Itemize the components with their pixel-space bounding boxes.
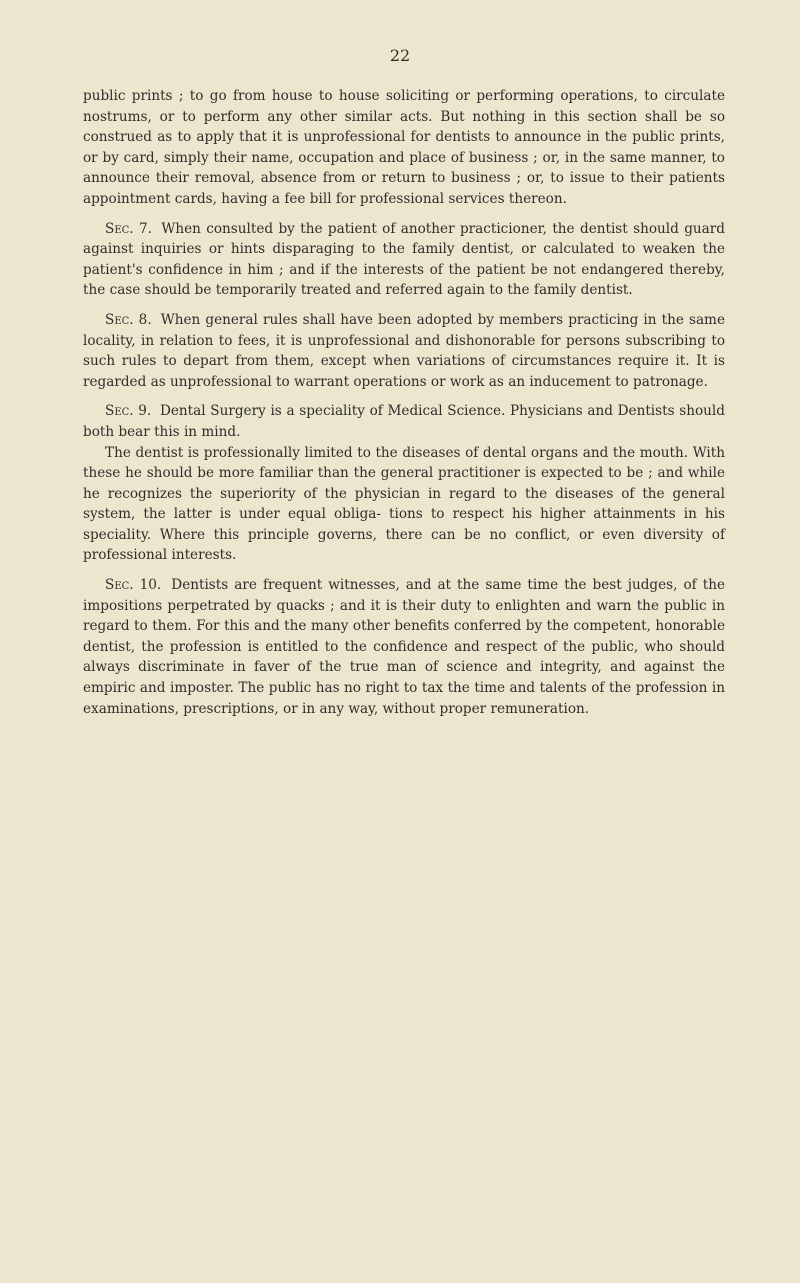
page-number: 22 bbox=[389, 46, 411, 65]
body-text bbox=[83, 86, 725, 719]
paragraph-text: Dental Surgery is a speciality of Medical Science. Physicians and Dentists should both bear this in mind. bbox=[83, 403, 725, 440]
paragraph-text: Dentists are frequent witnesses, and at the same time the best judges, of the impositions perpetrated by quacks ; and it is their duty to enlighten and warn the public in regard to them. For this and the many other benefits conferred by the competent, honorable dentist, the profession is entitled to the confidence and respect of the public, who should always discriminate in faver of the true man of science and integrity, and against the empiric and imposter. The public has no right to tax the time and talents of the profession in examinations, prescriptions, or in any way, without proper remuneration. bbox=[83, 577, 725, 717]
paragraph-sec-7 bbox=[83, 219, 725, 301]
paragraph-text: The dentist is professionally limited to the diseases of dental organs and the mouth. With these he should be more familiar than the general practitioner is expected to be ; and while he recognizes the superiority of the physician in regard to the diseases of the general system, the latter is under equal obliga- tions to respect his higher attainments in his speciality. Where this principle governs, there can be no conflict, or even diversity of professional interests. bbox=[83, 444, 725, 564]
paragraph-continuation bbox=[83, 86, 725, 210]
paragraph-text: public prints ; to go from house to house soliciting or performing operations, to circulate nostrums, or to perform any other similar acts. But nothing in this section shall be so construed as to apply that it is unprofessional for dentists to announce in the public prints, or by card, simply their name, occupation and place of business ; or, in the same manner, to announce their removal, absence from or return to business ; or, to issue to their patients appointment cards, having a fee bill for professional services thereon. bbox=[83, 88, 725, 207]
section-label: Sec. 7. bbox=[105, 220, 152, 237]
section-label: Sec. 8. bbox=[105, 311, 152, 328]
section-label: Sec. 9. bbox=[105, 403, 152, 420]
paragraph-sec-9 bbox=[83, 401, 725, 442]
paragraph-sec-8 bbox=[83, 310, 725, 392]
paragraph-sec-10 bbox=[83, 575, 725, 719]
paragraph-text: When consulted by the patient of another practicioner, the dentist should guard against inquiries or hints disparaging to the family dentist, or calculated to weaken the patient's confidence in him ; and if the interests of the patient be not endangered thereby, the case should be temporarily treated and referred again to the family dentist. bbox=[83, 220, 725, 299]
paragraph-text: When general rules shall have been adopted by members practicing in the same locality, in relation to fees, it is unprofessional and dishonorable for persons subscribing to such rules to depart from them, except when variations of circumstances require it. It is regarded as unprofessional to warrant operations or work as an inducement to patronage. bbox=[83, 311, 725, 390]
paragraph-dentist-limits bbox=[83, 443, 725, 567]
section-label: Sec. 10. bbox=[105, 577, 162, 594]
